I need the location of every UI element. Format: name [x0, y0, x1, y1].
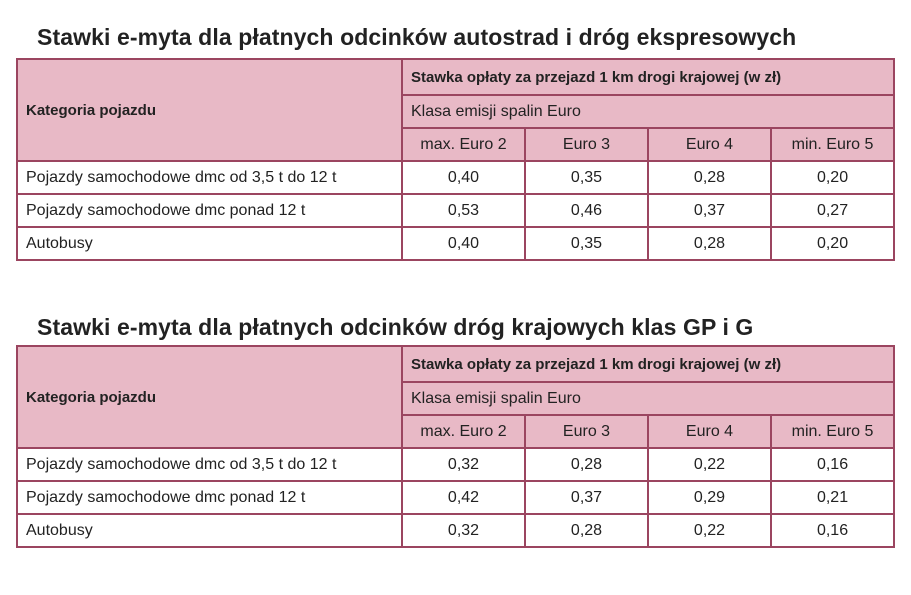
euro-column-header: max. Euro 2	[402, 128, 525, 161]
rate-cell: 0,28	[648, 161, 771, 194]
vehicle-category-label: Pojazdy samochodowe dmc od 3,5 t do 12 t	[17, 161, 402, 194]
rate-cell: 0,53	[402, 194, 525, 227]
rate-cell: 0,16	[771, 448, 894, 481]
emission-class-header: Klasa emisji spalin Euro	[402, 95, 894, 128]
rate-cell: 0,29	[648, 481, 771, 514]
category-header: Kategoria pojazdu	[17, 59, 402, 161]
section-title: Stawki e-myta dla płatnych odcinków autostrad i dróg ekspresowych	[37, 24, 797, 50]
vehicle-category-label: Pojazdy samochodowe dmc ponad 12 t	[17, 481, 402, 514]
emission-class-header: Klasa emisji spalin Euro	[402, 382, 894, 415]
vehicle-category-label: Pojazdy samochodowe dmc ponad 12 t	[17, 194, 402, 227]
euro-column-header: Euro 4	[648, 128, 771, 161]
rate-cell: 0,27	[771, 194, 894, 227]
euro-column-header: Euro 4	[648, 415, 771, 448]
rate-cell: 0,37	[525, 481, 648, 514]
rate-cell: 0,32	[402, 448, 525, 481]
rate-cell: 0,21	[771, 481, 894, 514]
rate-cell: 0,20	[771, 227, 894, 260]
rate-cell: 0,42	[402, 481, 525, 514]
vehicle-category-label: Autobusy	[17, 514, 402, 547]
euro-column-header: Euro 3	[525, 415, 648, 448]
table-row	[17, 194, 894, 227]
category-header: Kategoria pojazdu	[17, 346, 402, 448]
rate-cell: 0,46	[525, 194, 648, 227]
rate-cell: 0,40	[402, 161, 525, 194]
euro-column-header: max. Euro 2	[402, 415, 525, 448]
vehicle-category-label: Pojazdy samochodowe dmc od 3,5 t do 12 t	[17, 448, 402, 481]
table-row	[17, 514, 894, 547]
rate-cell: 0,20	[771, 161, 894, 194]
table-row	[17, 448, 894, 481]
rate-header: Stawka opłaty za przejazd 1 km drogi krajowej (w zł)	[402, 346, 894, 382]
toll-rates-table	[16, 345, 895, 548]
rate-cell: 0,22	[648, 514, 771, 547]
section-title: Stawki e-myta dla płatnych odcinków dróg krajowych klas GP i G	[37, 314, 754, 340]
rate-header: Stawka opłaty za przejazd 1 km drogi krajowej (w zł)	[402, 59, 894, 95]
rate-cell: 0,28	[525, 514, 648, 547]
rate-cell: 0,28	[648, 227, 771, 260]
euro-column-header: Euro 3	[525, 128, 648, 161]
rate-cell: 0,40	[402, 227, 525, 260]
rate-cell: 0,35	[525, 161, 648, 194]
rate-cell: 0,32	[402, 514, 525, 547]
toll-rates-section-motorways	[0, 18, 911, 252]
rate-cell: 0,35	[525, 227, 648, 260]
toll-rates-section-national-roads	[0, 308, 911, 539]
toll-rates-table	[16, 58, 895, 261]
rate-cell: 0,28	[525, 448, 648, 481]
rate-cell: 0,37	[648, 194, 771, 227]
euro-column-header: min. Euro 5	[771, 415, 894, 448]
rate-cell: 0,22	[648, 448, 771, 481]
rate-cell: 0,16	[771, 514, 894, 547]
table-row	[17, 161, 894, 194]
table-row	[17, 227, 894, 260]
table-row	[17, 481, 894, 514]
euro-column-header: min. Euro 5	[771, 128, 894, 161]
vehicle-category-label: Autobusy	[17, 227, 402, 260]
